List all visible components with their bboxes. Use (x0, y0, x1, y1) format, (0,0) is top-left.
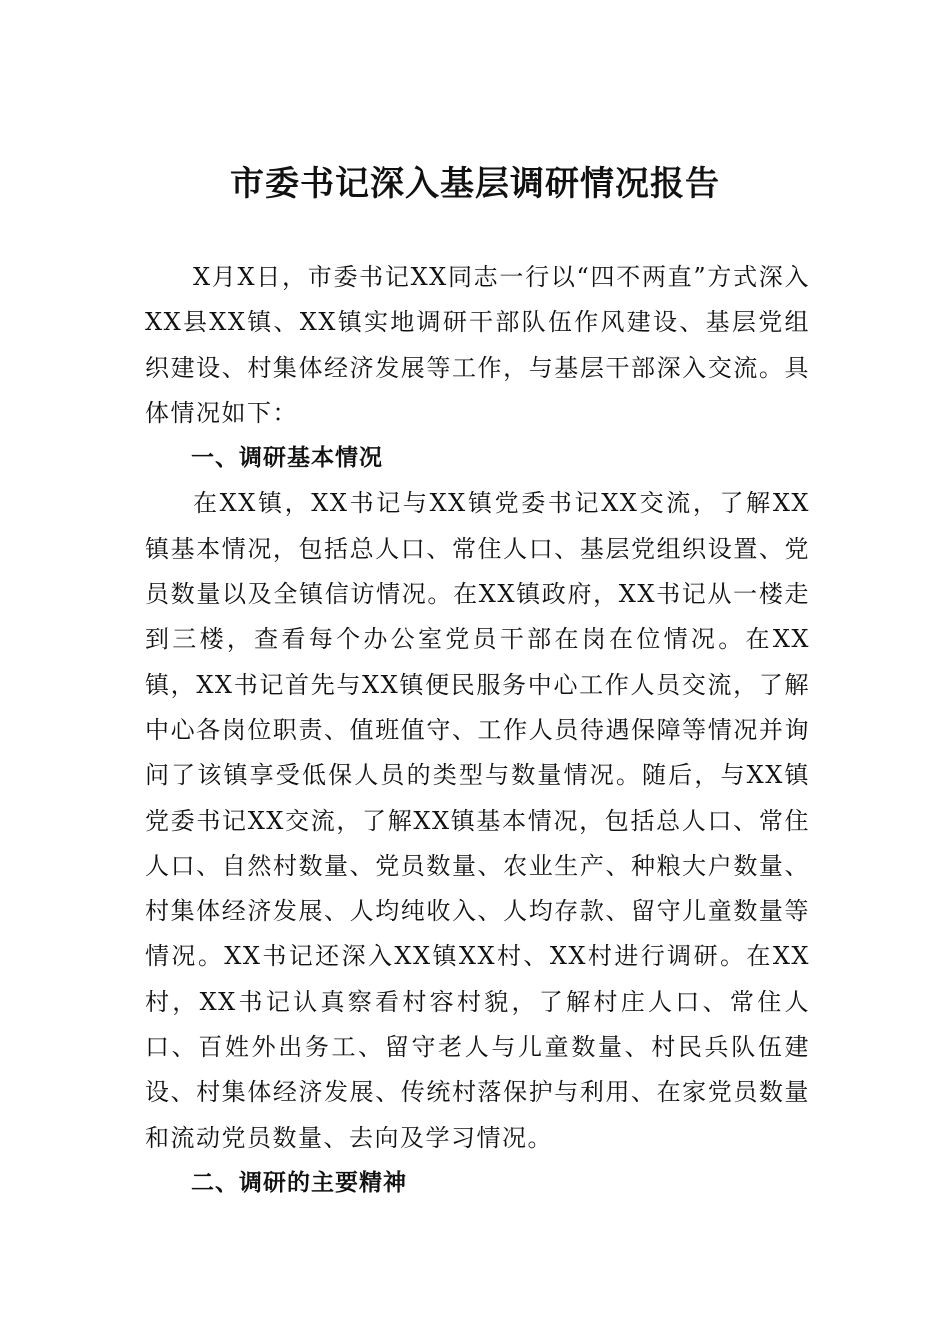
intro-paragraph: X月X日，市委书记XX同志一行以“四不两直”方式深入XX县XX镇、XX镇实地调研干部队伍作风建设、基层党组织建设、村集体经济发展等工作，与基层干部深入交流。具体情况如下： (145, 263, 810, 427)
section-heading-main-spirit: 二、调研的主要精神 (191, 1169, 407, 1196)
section-heading-basic-info: 一、调研基本情况 (191, 445, 383, 472)
section-basic-info-paragraph: 在XX镇，XX书记与XX镇党委书记XX交流，了解XX镇基本情况，包括总人口、常住人口、基层党组织设置、党员数量以及全镇信访情况。在XX镇政府，XX书记从一楼走到三楼，查看每个办公室党员干部在岗在位情况。在XX镇，XX书记首先与XX镇便民服务中心工作人员交流，了解中心各岗位职责、值班值守、工作人员待遇保障等情况并询问了该镇享受低保人员的类型与数量情况。随后，与XX镇党委书记XX交流，了解XX镇基本情况，包括总人口、常住人口、自然村数量、党员数量、农业生产、种粮大户数量、村集体经济发展、人均纯收入、人均存款、留守儿童数量等情况。XX书记还深入XX镇XX村、XX村进行调研。在XX村，XX书记认真察看村容村貌，了解村庄人口、常住人口、百姓外出务工、留守老人与儿童数量、村民兵队伍建设、村集体经济发展、传统村落保护与利用、在家党员数量和流动党员数量、去向及学习情况。 (145, 489, 810, 1152)
document-body (145, 255, 810, 1206)
document-title: 市委书记深入基层调研情况报告 (230, 164, 720, 204)
